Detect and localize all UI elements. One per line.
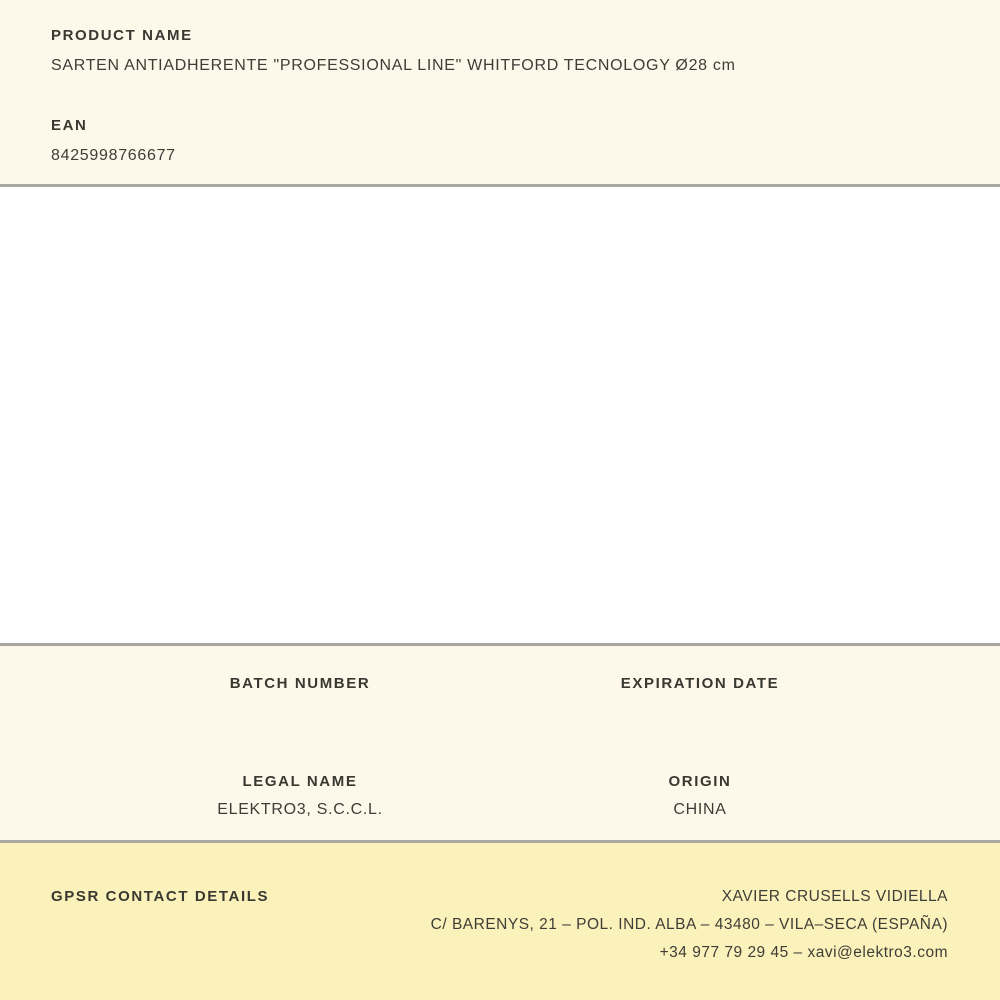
product-header-section (0, 0, 1000, 184)
product-name-value: SARTEN ANTIADHERENTE "PROFESSIONAL LINE" WHITFORD TECNOLOGY Ø28 cm (51, 57, 736, 74)
expiration-date-label: EXPIRATION DATE (620, 675, 780, 692)
origin-value: CHINA (673, 801, 727, 818)
ean-value: 8425998766677 (51, 147, 176, 164)
ean-field (51, 116, 949, 166)
ean-label: EAN (51, 117, 88, 134)
gpsr-contact-block (431, 883, 948, 967)
product-image-area (0, 187, 1000, 643)
legal-name-label: LEGAL NAME (242, 773, 358, 790)
gpsr-contact-address: C/ BARENYS, 21 – POL. IND. ALBA – 43480 – VILA–SECA (ESPAÑA) (430, 916, 948, 933)
legal-name-value: ELEKTRO3, S.C.C.L. (217, 801, 383, 818)
batch-number-field (100, 674, 500, 702)
product-name-label: PRODUCT NAME (51, 27, 193, 44)
origin-label: ORIGIN (668, 773, 732, 790)
batch-number-label: BATCH NUMBER (229, 675, 371, 692)
gpsr-contact-phone-email: +34 977 79 29 45 – xavi@elektro3.com (659, 944, 948, 961)
gpsr-contact-name: XAVIER CRUSELLS VIDIELLA (721, 888, 948, 905)
product-name-field (51, 26, 949, 76)
details-section (0, 646, 1000, 840)
legal-name-field (100, 772, 500, 820)
gpsr-contact-details-label: GPSR CONTACT DETAILS (51, 888, 270, 905)
gpsr-section (0, 843, 1000, 1000)
origin-field (500, 772, 900, 820)
expiration-date-field (500, 674, 900, 702)
